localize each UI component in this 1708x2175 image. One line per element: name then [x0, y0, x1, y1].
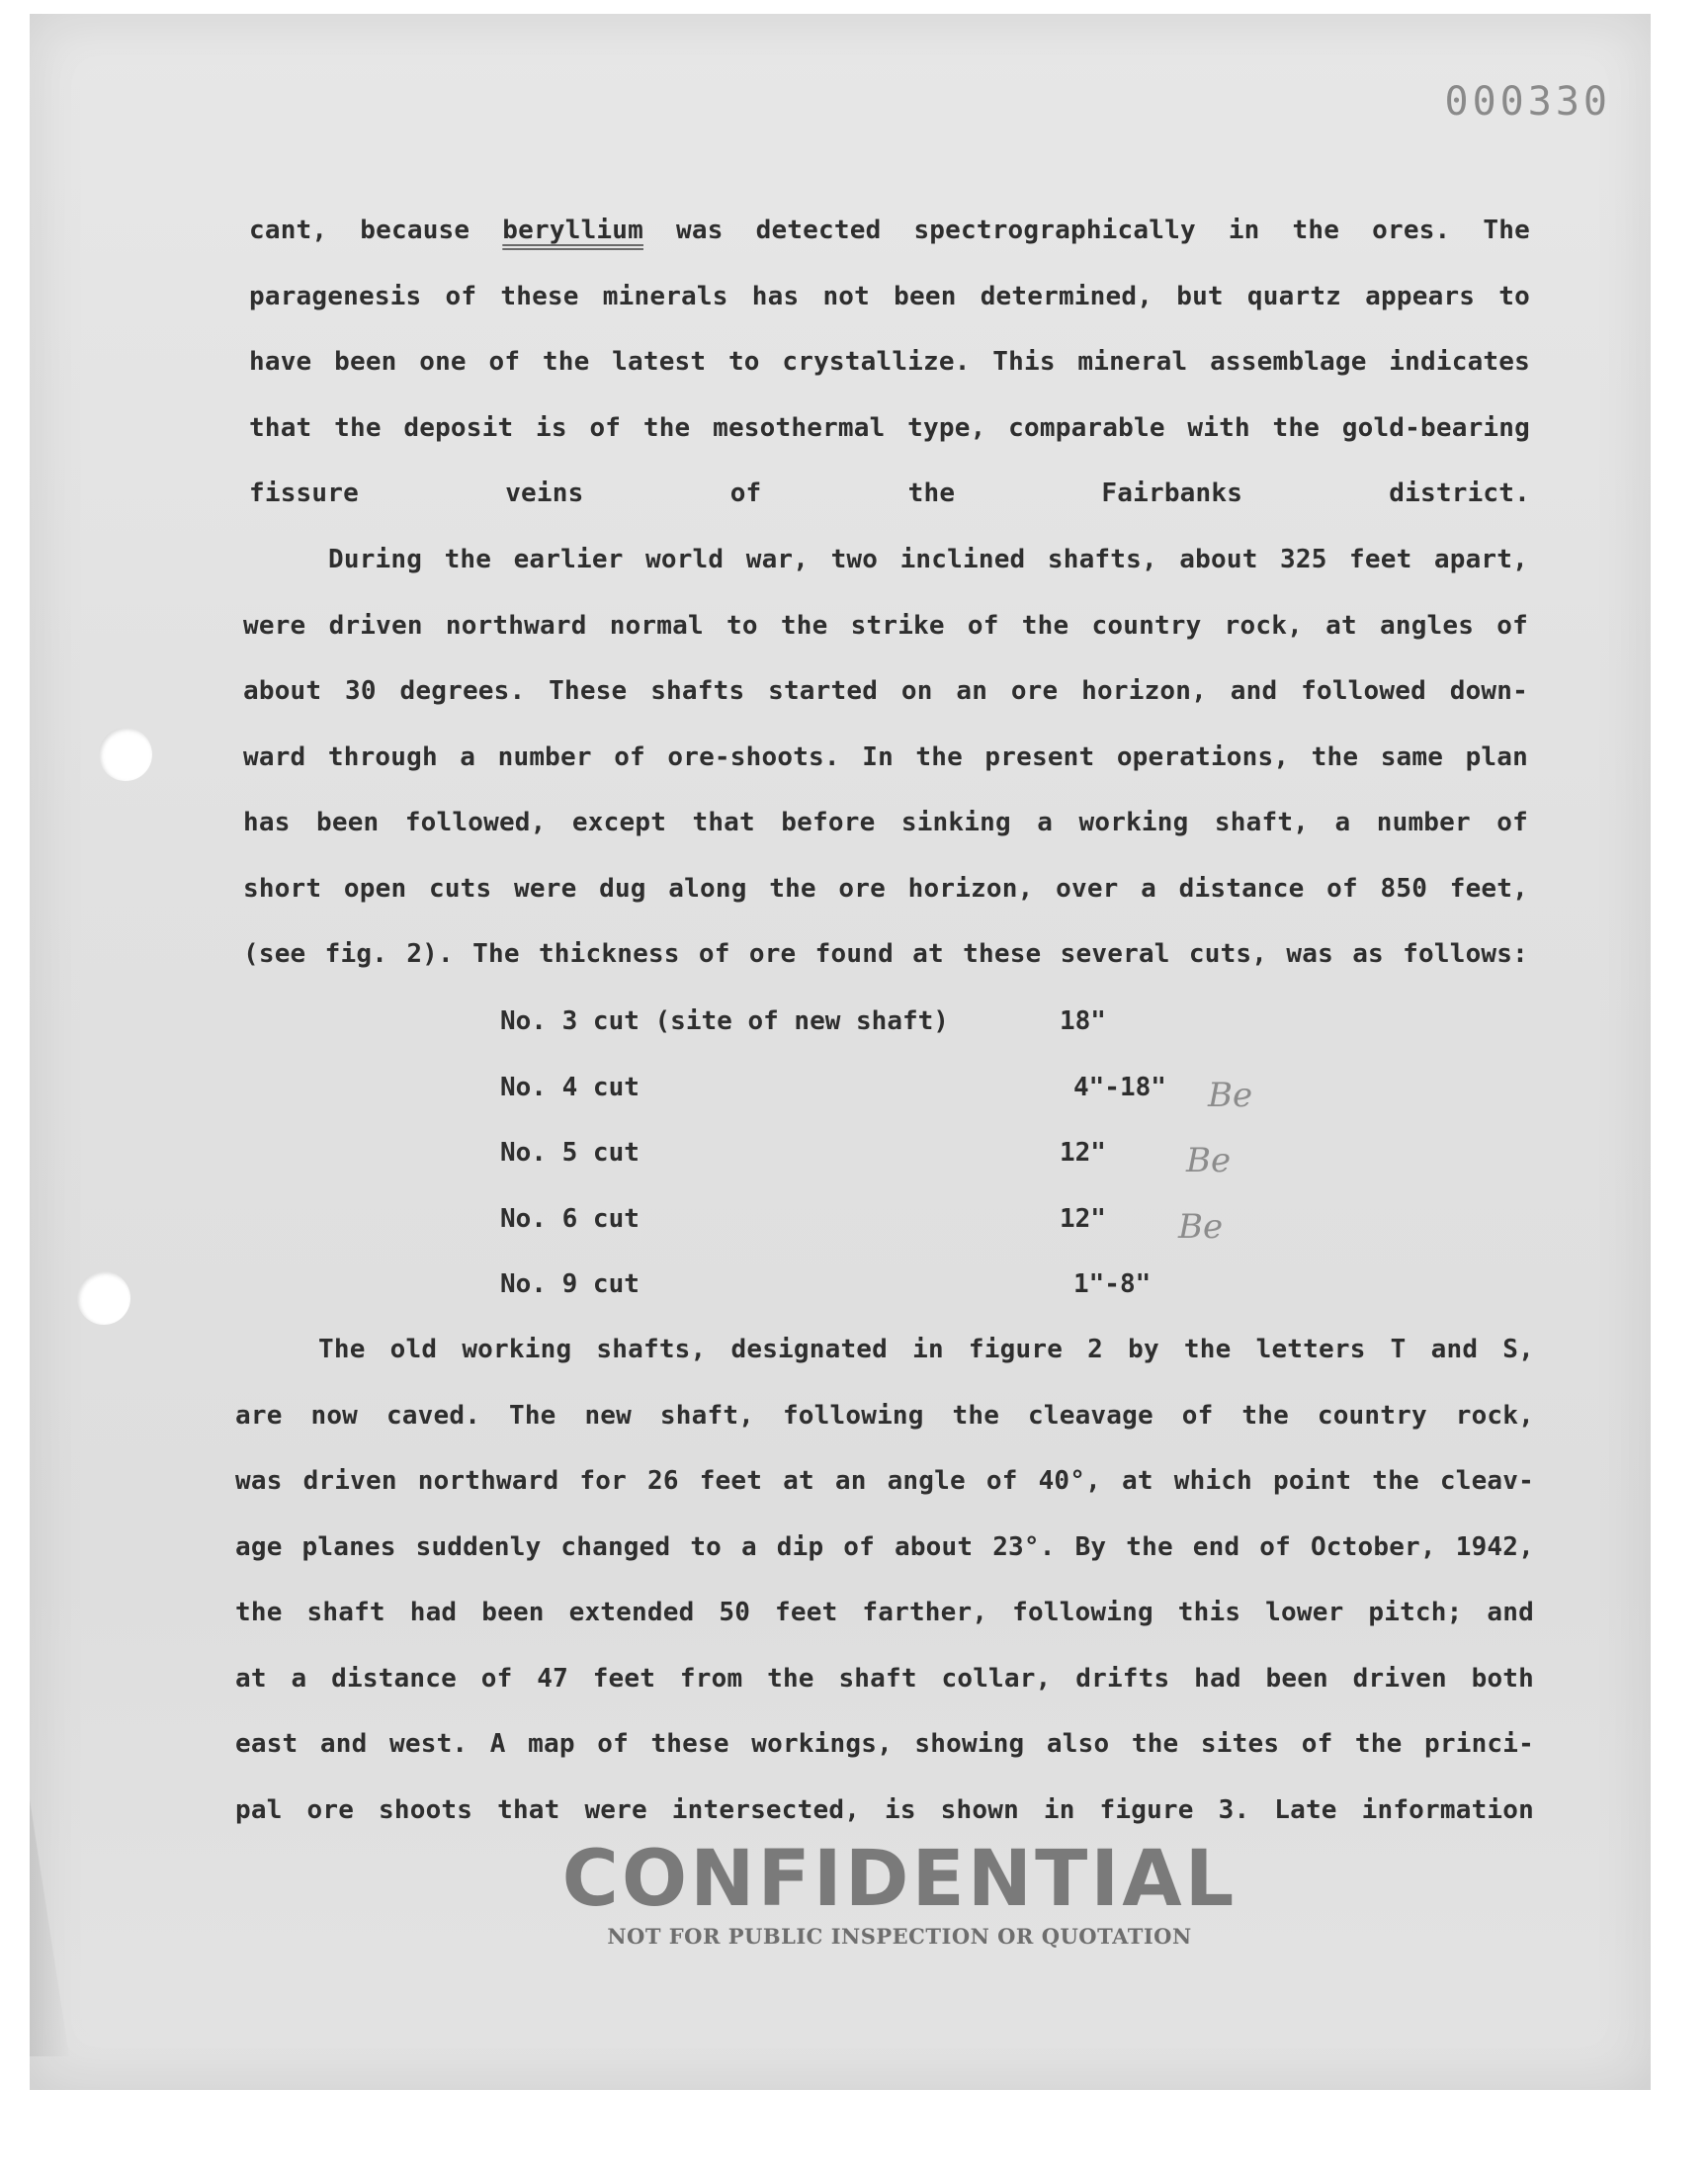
thickness-value: 12" — [1060, 1138, 1106, 1168]
table-row — [500, 1252, 1311, 1318]
text-line: was driven northward for 26 feet at an angle of 40°, at which point the cleav- — [235, 1466, 1534, 1496]
text-line: that the deposit is of the mesothermal type, comparable with the gold-bearing — [249, 412, 1530, 443]
text-line: at a distance of 47 feet from the shaft collar, drifts had been driven both — [235, 1663, 1534, 1694]
cut-name: No. 9 cut — [500, 1269, 640, 1299]
paragraph-3 — [235, 1317, 1534, 1843]
ore-thickness-table — [500, 989, 1311, 1318]
text-line: were driven northward normal to the strike of the country rock, at angles of — [243, 610, 1528, 641]
text-line: ward through a number of ore-shoots. In the present operations, the same plan — [243, 741, 1528, 772]
paragraph-2 — [243, 527, 1528, 988]
table-row — [500, 989, 1311, 1055]
text-line: east and west. A map of these workings, showing also the sites of the princi- — [235, 1729, 1534, 1759]
text-line: has been followed, except that before sinking a working shaft, a number of — [243, 808, 1528, 837]
text-line: are now caved. The new shaft, following the cleavage of the country rock, — [235, 1400, 1534, 1431]
handwritten-mark: Be — [1178, 1206, 1224, 1247]
cut-name: No. 6 cut — [500, 1203, 640, 1234]
table-row — [500, 1055, 1311, 1121]
text-line: paragenesis of these minerals has not been determined, but quartz appears to — [249, 281, 1530, 311]
text-line: fissure veins of the Fairbanks district. — [249, 478, 1530, 508]
handwritten-mark: Be — [1186, 1141, 1232, 1180]
text-line: have been one of the latest to crystallize. This mineral assemblage indicates — [249, 347, 1530, 377]
text-line: During the earlier world war, two inclined shafts, about 325 feet apart, — [328, 545, 1528, 574]
punch-hole-top — [99, 728, 152, 781]
thickness-value: 12" — [1060, 1203, 1106, 1234]
text-line: about 30 degrees. These shafts started on an ore horizon, and followed down- — [243, 676, 1528, 706]
thickness-value: 1"-8" — [1073, 1269, 1152, 1299]
table-row — [500, 1120, 1311, 1186]
text-run: was detected spectrographically in the ores. The — [642, 216, 1530, 245]
text-line: The old working shafts, designated in figure 2 by the letters T and S, — [318, 1335, 1534, 1364]
text-line: age planes suddenly changed to a dip of about 23°. By the end of October, 1942, — [235, 1531, 1534, 1562]
underlined-word: beryllium — [502, 216, 643, 245]
cut-name: No. 5 cut — [500, 1138, 640, 1168]
text-line: short open cuts were dug along the ore horizon, over a distance of 850 feet, — [243, 873, 1528, 904]
text-line: pal ore shoots that were intersected, is shown in figure 3. Late information — [235, 1794, 1534, 1825]
cut-name: No. 4 cut — [500, 1072, 640, 1102]
text-line: (see fig. 2). The thickness of ore found at these several cuts, was as follows: — [243, 939, 1528, 969]
text-line — [249, 198, 1530, 264]
stamp-subtitle: NOT FOR PUBLIC INSPECTION OR QUOTATION — [607, 1924, 1192, 1949]
handwritten-mark: Be — [1208, 1075, 1253, 1115]
thickness-value: 18" — [1060, 1006, 1106, 1036]
page-number: 000330 — [1444, 79, 1611, 125]
thickness-value: 4"-18" — [1073, 1072, 1166, 1102]
confidential-stamp: CONFIDENTIAL — [561, 1835, 1238, 1924]
paragraph-1 — [249, 198, 1530, 527]
text-run: cant, because — [249, 216, 503, 245]
table-row — [500, 1186, 1311, 1253]
cut-name: No. 3 cut (site of new shaft) — [500, 1006, 949, 1036]
punch-hole-bottom — [77, 1271, 130, 1325]
text-line: the shaft had been extended 50 feet farther, following this lower pitch; and — [235, 1598, 1534, 1627]
